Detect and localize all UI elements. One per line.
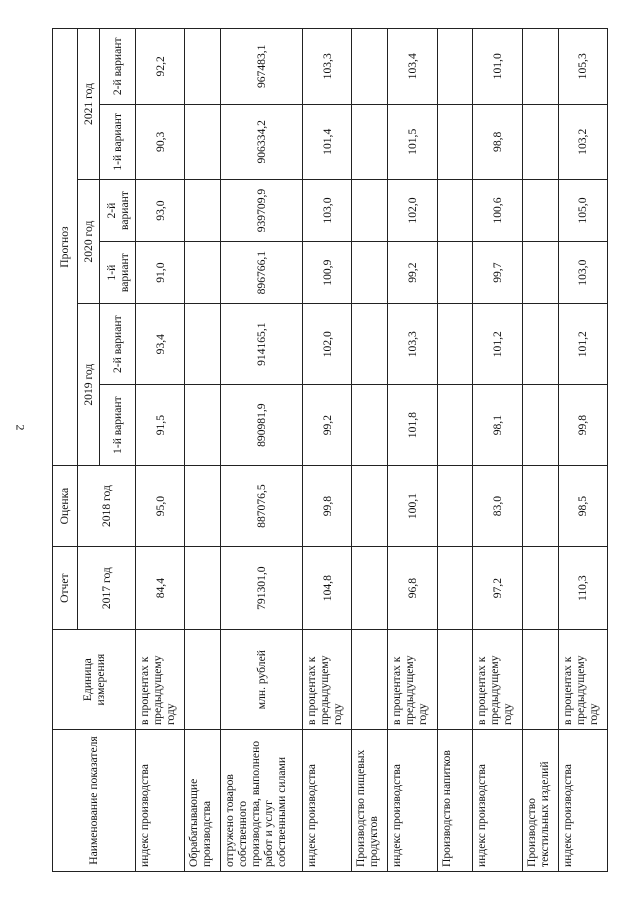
cell: 890981,9: [221, 385, 303, 466]
table-row: [135, 29, 184, 872]
cell: [437, 304, 473, 385]
cell: [352, 304, 388, 385]
cell: [185, 304, 221, 385]
row-label: индекс производства: [135, 730, 184, 872]
row-unit: в процентах к предыдущему году: [135, 630, 184, 730]
header-2021-v2: 2-й вариант: [100, 29, 136, 105]
row-unit: в процентах к предыдущему году: [558, 630, 607, 730]
cell: 102,0: [388, 179, 437, 241]
cell: [352, 466, 388, 547]
header-2020-v1: 1-й вариант: [100, 242, 136, 304]
cell: 100,1: [388, 466, 437, 547]
table-row: [388, 29, 437, 872]
cell: 91,5: [135, 385, 184, 466]
cell: 791301,0: [221, 547, 303, 630]
cell: [437, 29, 473, 105]
cell: [352, 547, 388, 630]
cell: 96,8: [388, 547, 437, 630]
table-row: [221, 29, 303, 872]
cell: 83,0: [473, 466, 522, 547]
cell: [437, 547, 473, 630]
header-name-col: Наименование показателя: [53, 730, 136, 872]
cell: 99,7: [473, 242, 522, 304]
row-unit: в процентах к предыдущему году: [473, 630, 522, 730]
cell: 102,0: [303, 304, 352, 385]
cell: [185, 466, 221, 547]
cell: 896766,1: [221, 242, 303, 304]
table-row: [522, 29, 558, 872]
cell: 967483,1: [221, 29, 303, 105]
row-unit: [185, 630, 221, 730]
header-2017: 2017 год: [77, 547, 135, 630]
row-label: индекс производства: [558, 730, 607, 872]
cell: [522, 104, 558, 179]
row-label: индекс производства: [303, 730, 352, 872]
cell: [352, 179, 388, 241]
row-unit: [437, 630, 473, 730]
cell: 101,5: [388, 104, 437, 179]
table-row: [437, 29, 473, 872]
cell: [437, 179, 473, 241]
header-2021: 2021 год: [77, 29, 99, 180]
table-row: [303, 29, 352, 872]
cell: 90,3: [135, 104, 184, 179]
page-number: 2: [13, 424, 28, 431]
table-row: [185, 29, 221, 872]
header-unit-col: Единица измерения: [53, 630, 136, 730]
rotated-table-container: [52, 28, 608, 872]
cell: [437, 385, 473, 466]
cell: 887076,5: [221, 466, 303, 547]
cell: [352, 29, 388, 105]
cell: [522, 466, 558, 547]
cell: 103,3: [388, 304, 437, 385]
row-unit: в процентах к предыдущему году: [388, 630, 437, 730]
header-2019-v2: 2-й вариант: [100, 304, 136, 385]
cell: 95,0: [135, 466, 184, 547]
header-2020: 2020 год: [77, 179, 99, 303]
cell: [352, 385, 388, 466]
cell: 914165,1: [221, 304, 303, 385]
table-row: [473, 29, 522, 872]
cell: 98,5: [558, 466, 607, 547]
cell: [437, 242, 473, 304]
table-row: [558, 29, 607, 872]
cell: 101,2: [473, 304, 522, 385]
cell: [522, 547, 558, 630]
cell: [352, 104, 388, 179]
cell: 101,8: [388, 385, 437, 466]
forecast-table: [52, 28, 608, 872]
header-forecast: Прогноз: [53, 29, 78, 466]
cell: 110,3: [558, 547, 607, 630]
row-label: индекс производства: [388, 730, 437, 872]
cell: 100,6: [473, 179, 522, 241]
cell: [185, 385, 221, 466]
cell: 103,0: [303, 179, 352, 241]
cell: [522, 304, 558, 385]
cell: 93,0: [135, 179, 184, 241]
cell: 101,2: [558, 304, 607, 385]
cell: [185, 29, 221, 105]
cell: [522, 242, 558, 304]
header-2019: 2019 год: [77, 304, 99, 466]
cell: 84,4: [135, 547, 184, 630]
header-2018: 2018 год: [77, 466, 135, 547]
cell: 104,8: [303, 547, 352, 630]
cell: 98,1: [473, 385, 522, 466]
cell: [185, 179, 221, 241]
cell: 99,2: [388, 242, 437, 304]
cell: 105,3: [558, 29, 607, 105]
row-unit: млн. рублей: [221, 630, 303, 730]
cell: 92,2: [135, 29, 184, 105]
cell: 101,4: [303, 104, 352, 179]
cell: [522, 385, 558, 466]
row-label: индекс производства: [473, 730, 522, 872]
cell: 99,8: [558, 385, 607, 466]
cell: 99,8: [303, 466, 352, 547]
header-2021-v1: 1-й вариант: [100, 104, 136, 179]
table-row: [352, 29, 388, 872]
header-report: Отчет: [53, 547, 78, 630]
cell: [185, 242, 221, 304]
cell: [185, 104, 221, 179]
row-unit: в процентах к предыдущему году: [303, 630, 352, 730]
cell: 97,2: [473, 547, 522, 630]
cell: 105,0: [558, 179, 607, 241]
row-label: Производство пищевых продуктов: [352, 730, 388, 872]
cell: 103,3: [303, 29, 352, 105]
cell: [437, 104, 473, 179]
cell: 906334,2: [221, 104, 303, 179]
header-estimate: Оценка: [53, 466, 78, 547]
cell: 103,4: [388, 29, 437, 105]
header-2020-v2: 2-й вариант: [100, 179, 136, 241]
header-2019-v1: 1-й вариант: [100, 385, 136, 466]
cell: 100,9: [303, 242, 352, 304]
row-label: отгружено товаров собственного производства, выполнено работ и услуг собственными силами: [221, 730, 303, 872]
cell: [522, 179, 558, 241]
cell: 91,0: [135, 242, 184, 304]
row-unit: [352, 630, 388, 730]
row-label: Производство напитков: [437, 730, 473, 872]
cell: 98,8: [473, 104, 522, 179]
cell: [437, 466, 473, 547]
row-label: Обрабатывающие производства: [185, 730, 221, 872]
cell: [522, 29, 558, 105]
row-unit: [522, 630, 558, 730]
cell: 101,0: [473, 29, 522, 105]
cell: 939709,9: [221, 179, 303, 241]
cell: 93,4: [135, 304, 184, 385]
cell: [185, 547, 221, 630]
cell: 103,2: [558, 104, 607, 179]
cell: 99,2: [303, 385, 352, 466]
row-label: Производство текстильных изделий: [522, 730, 558, 872]
cell: 103,0: [558, 242, 607, 304]
cell: [352, 242, 388, 304]
